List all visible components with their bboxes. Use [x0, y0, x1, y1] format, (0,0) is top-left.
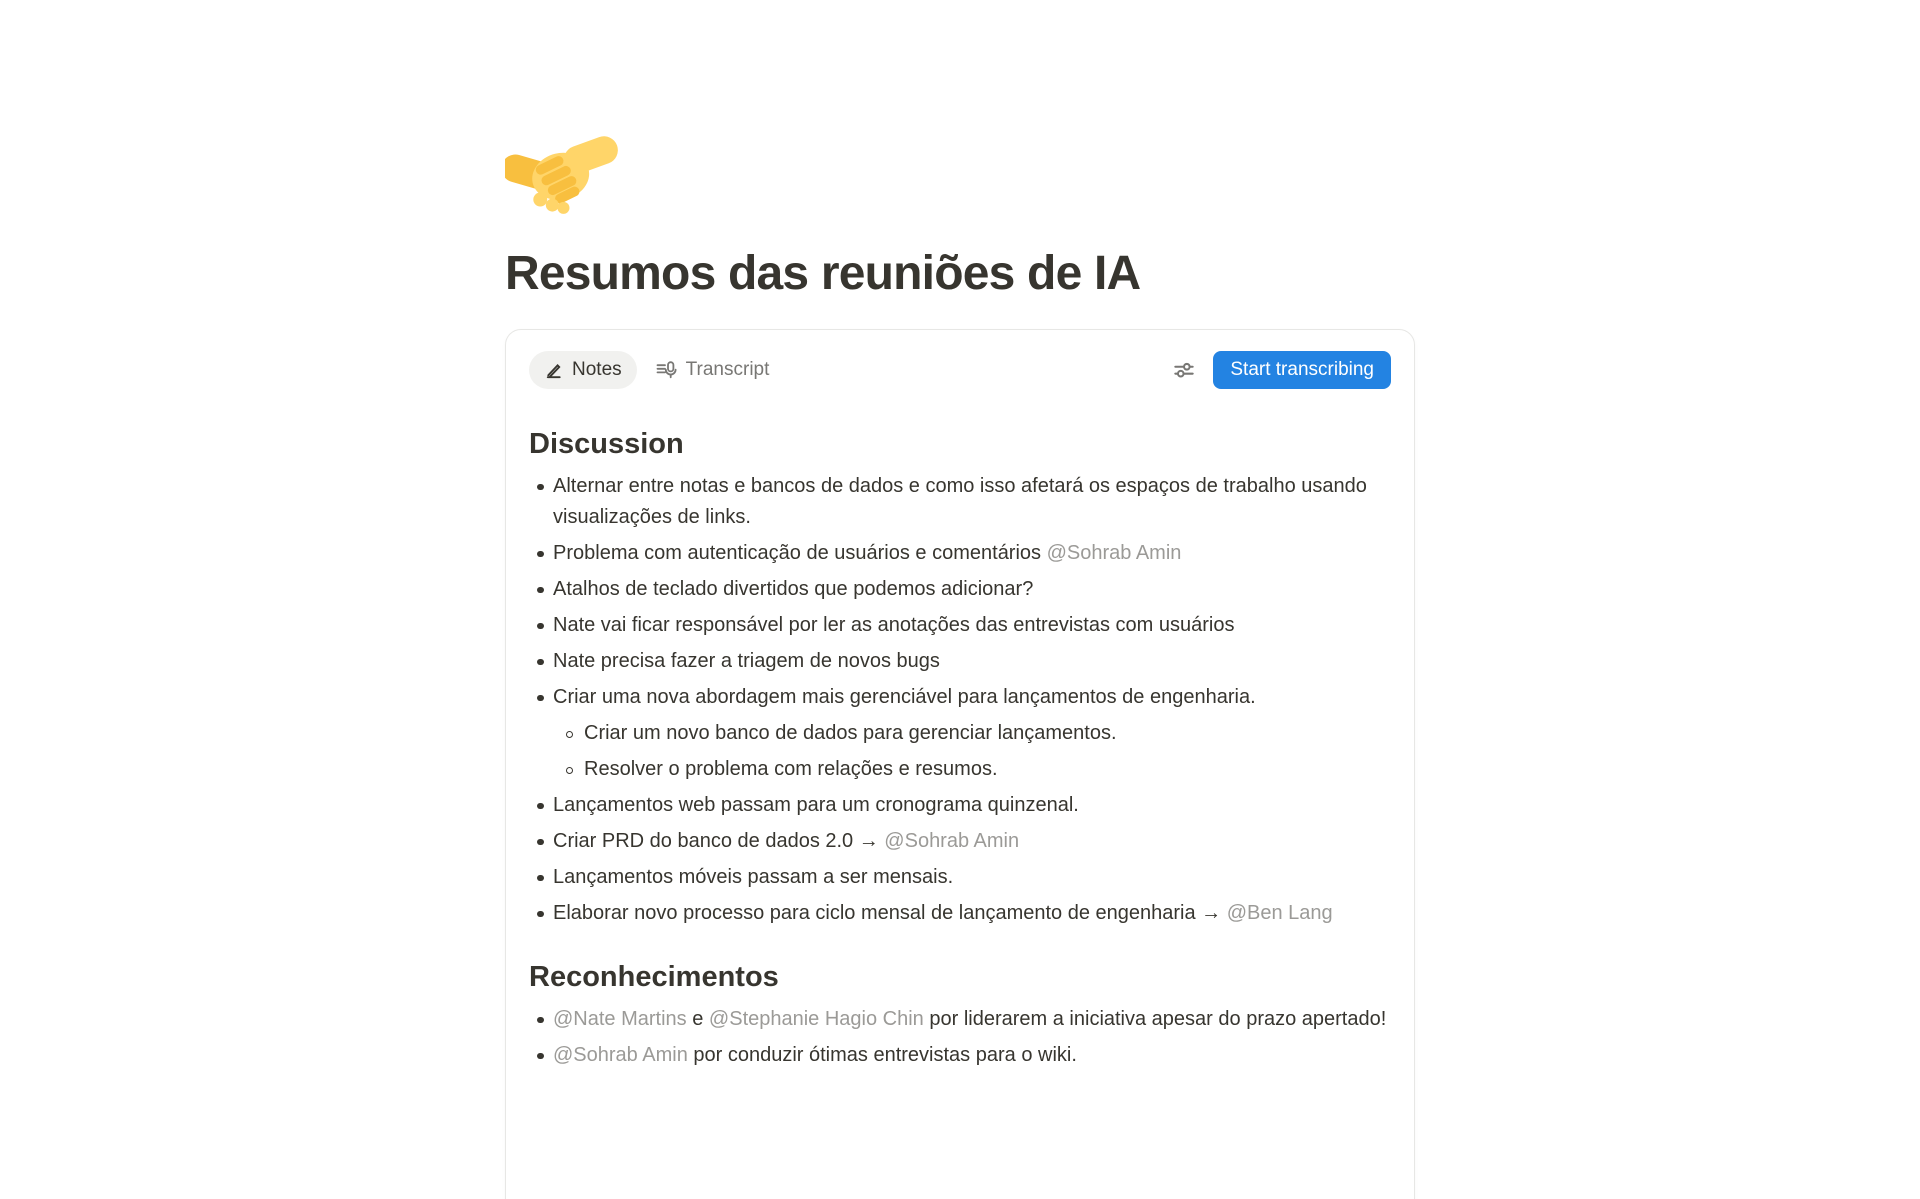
list-item[interactable] — [529, 898, 1391, 929]
text-segment: Lançamentos móveis passam a ser mensais. — [553, 866, 954, 888]
text-segment: Elaborar novo processo para ciclo mensal de lançamento de engenharia → — [553, 902, 1227, 924]
transcript-mic-icon — [655, 359, 677, 381]
list-item[interactable] — [529, 471, 1391, 533]
list-item[interactable] — [529, 862, 1391, 893]
text-segment: Criar um novo banco de dados para gerenciar lançamentos. — [584, 722, 1117, 744]
text-segment: Lançamentos web passam para um cronograma quinzenal. — [553, 794, 1079, 816]
user-mention[interactable]: @Nate Martins — [553, 1008, 687, 1030]
start-transcribing-button[interactable]: Start transcribing — [1213, 351, 1391, 389]
bulleted-list — [529, 471, 1391, 929]
tab-notes[interactable] — [529, 351, 637, 389]
user-mention[interactable]: @Stephanie Hagio Chin — [708, 1008, 924, 1030]
list-item[interactable] — [558, 718, 1391, 749]
text-segment: e — [686, 1008, 709, 1030]
tab-transcript[interactable] — [651, 351, 785, 389]
pencil-icon — [544, 361, 563, 380]
text-segment: Problema com autenticação de usuários e comentários — [553, 542, 1047, 564]
text-segment: por liderarem a iniciativa apesar do prazo apertado! — [923, 1008, 1387, 1030]
list-item[interactable] — [529, 826, 1391, 857]
list-item[interactable] — [529, 790, 1391, 821]
page-icon[interactable] — [505, 125, 1415, 223]
card-header — [529, 351, 1391, 389]
list-item[interactable] — [529, 682, 1391, 713]
section-heading[interactable]: Reconhecimentos — [529, 961, 779, 993]
bulleted-list — [529, 1004, 1391, 1071]
user-mention[interactable]: @Sohrab Amin — [884, 830, 1020, 852]
text-segment: Alternar entre notas e bancos de dados e como isso afetará os espaços de trabalho usando visualizações de links. — [553, 475, 1367, 528]
list-item[interactable] — [529, 1004, 1391, 1035]
notes-body — [529, 426, 1391, 1071]
user-mention[interactable]: @Sohrab Amin — [553, 1044, 688, 1066]
list-item[interactable] — [529, 646, 1391, 677]
list-item[interactable] — [529, 610, 1391, 641]
tab-notes-label: Notes — [572, 359, 622, 380]
page-content — [505, 125, 1415, 1199]
page-title[interactable]: Resumos das reuniões de IA — [505, 247, 1141, 300]
text-segment: Nate precisa fazer a triagem de novos bugs — [553, 650, 940, 672]
meeting-notes-card — [505, 329, 1415, 1199]
card-header-actions — [1171, 351, 1391, 389]
list-item[interactable] — [529, 538, 1391, 569]
user-mention[interactable]: @Ben Lang — [1226, 902, 1333, 924]
section-heading[interactable]: Discussion — [529, 428, 684, 460]
text-segment: Atalhos de teclado divertidos que podemos adicionar? — [553, 578, 1034, 600]
text-segment: Resolver o problema com relações e resumos. — [584, 758, 998, 780]
text-segment: Criar uma nova abordagem mais gerenciável para lançamentos de engenharia. — [553, 686, 1256, 708]
list-item[interactable] — [529, 574, 1391, 605]
user-mention[interactable]: @Sohrab Amin — [1046, 542, 1182, 564]
text-segment: por conduzir ótimas entrevistas para o wiki. — [687, 1044, 1077, 1066]
text-segment: Criar PRD do banco de dados 2.0 → — [553, 830, 885, 852]
list-item[interactable] — [529, 1040, 1391, 1071]
text-segment: Nate vai ficar responsável por ler as anotações das entrevistas com usuários — [553, 614, 1235, 636]
list-item[interactable] — [558, 754, 1391, 785]
tab-transcript-label: Transcript — [685, 359, 770, 380]
sliders-icon[interactable] — [1171, 357, 1197, 383]
handshake-emoji — [505, 125, 621, 223]
view-tabs — [529, 351, 784, 389]
